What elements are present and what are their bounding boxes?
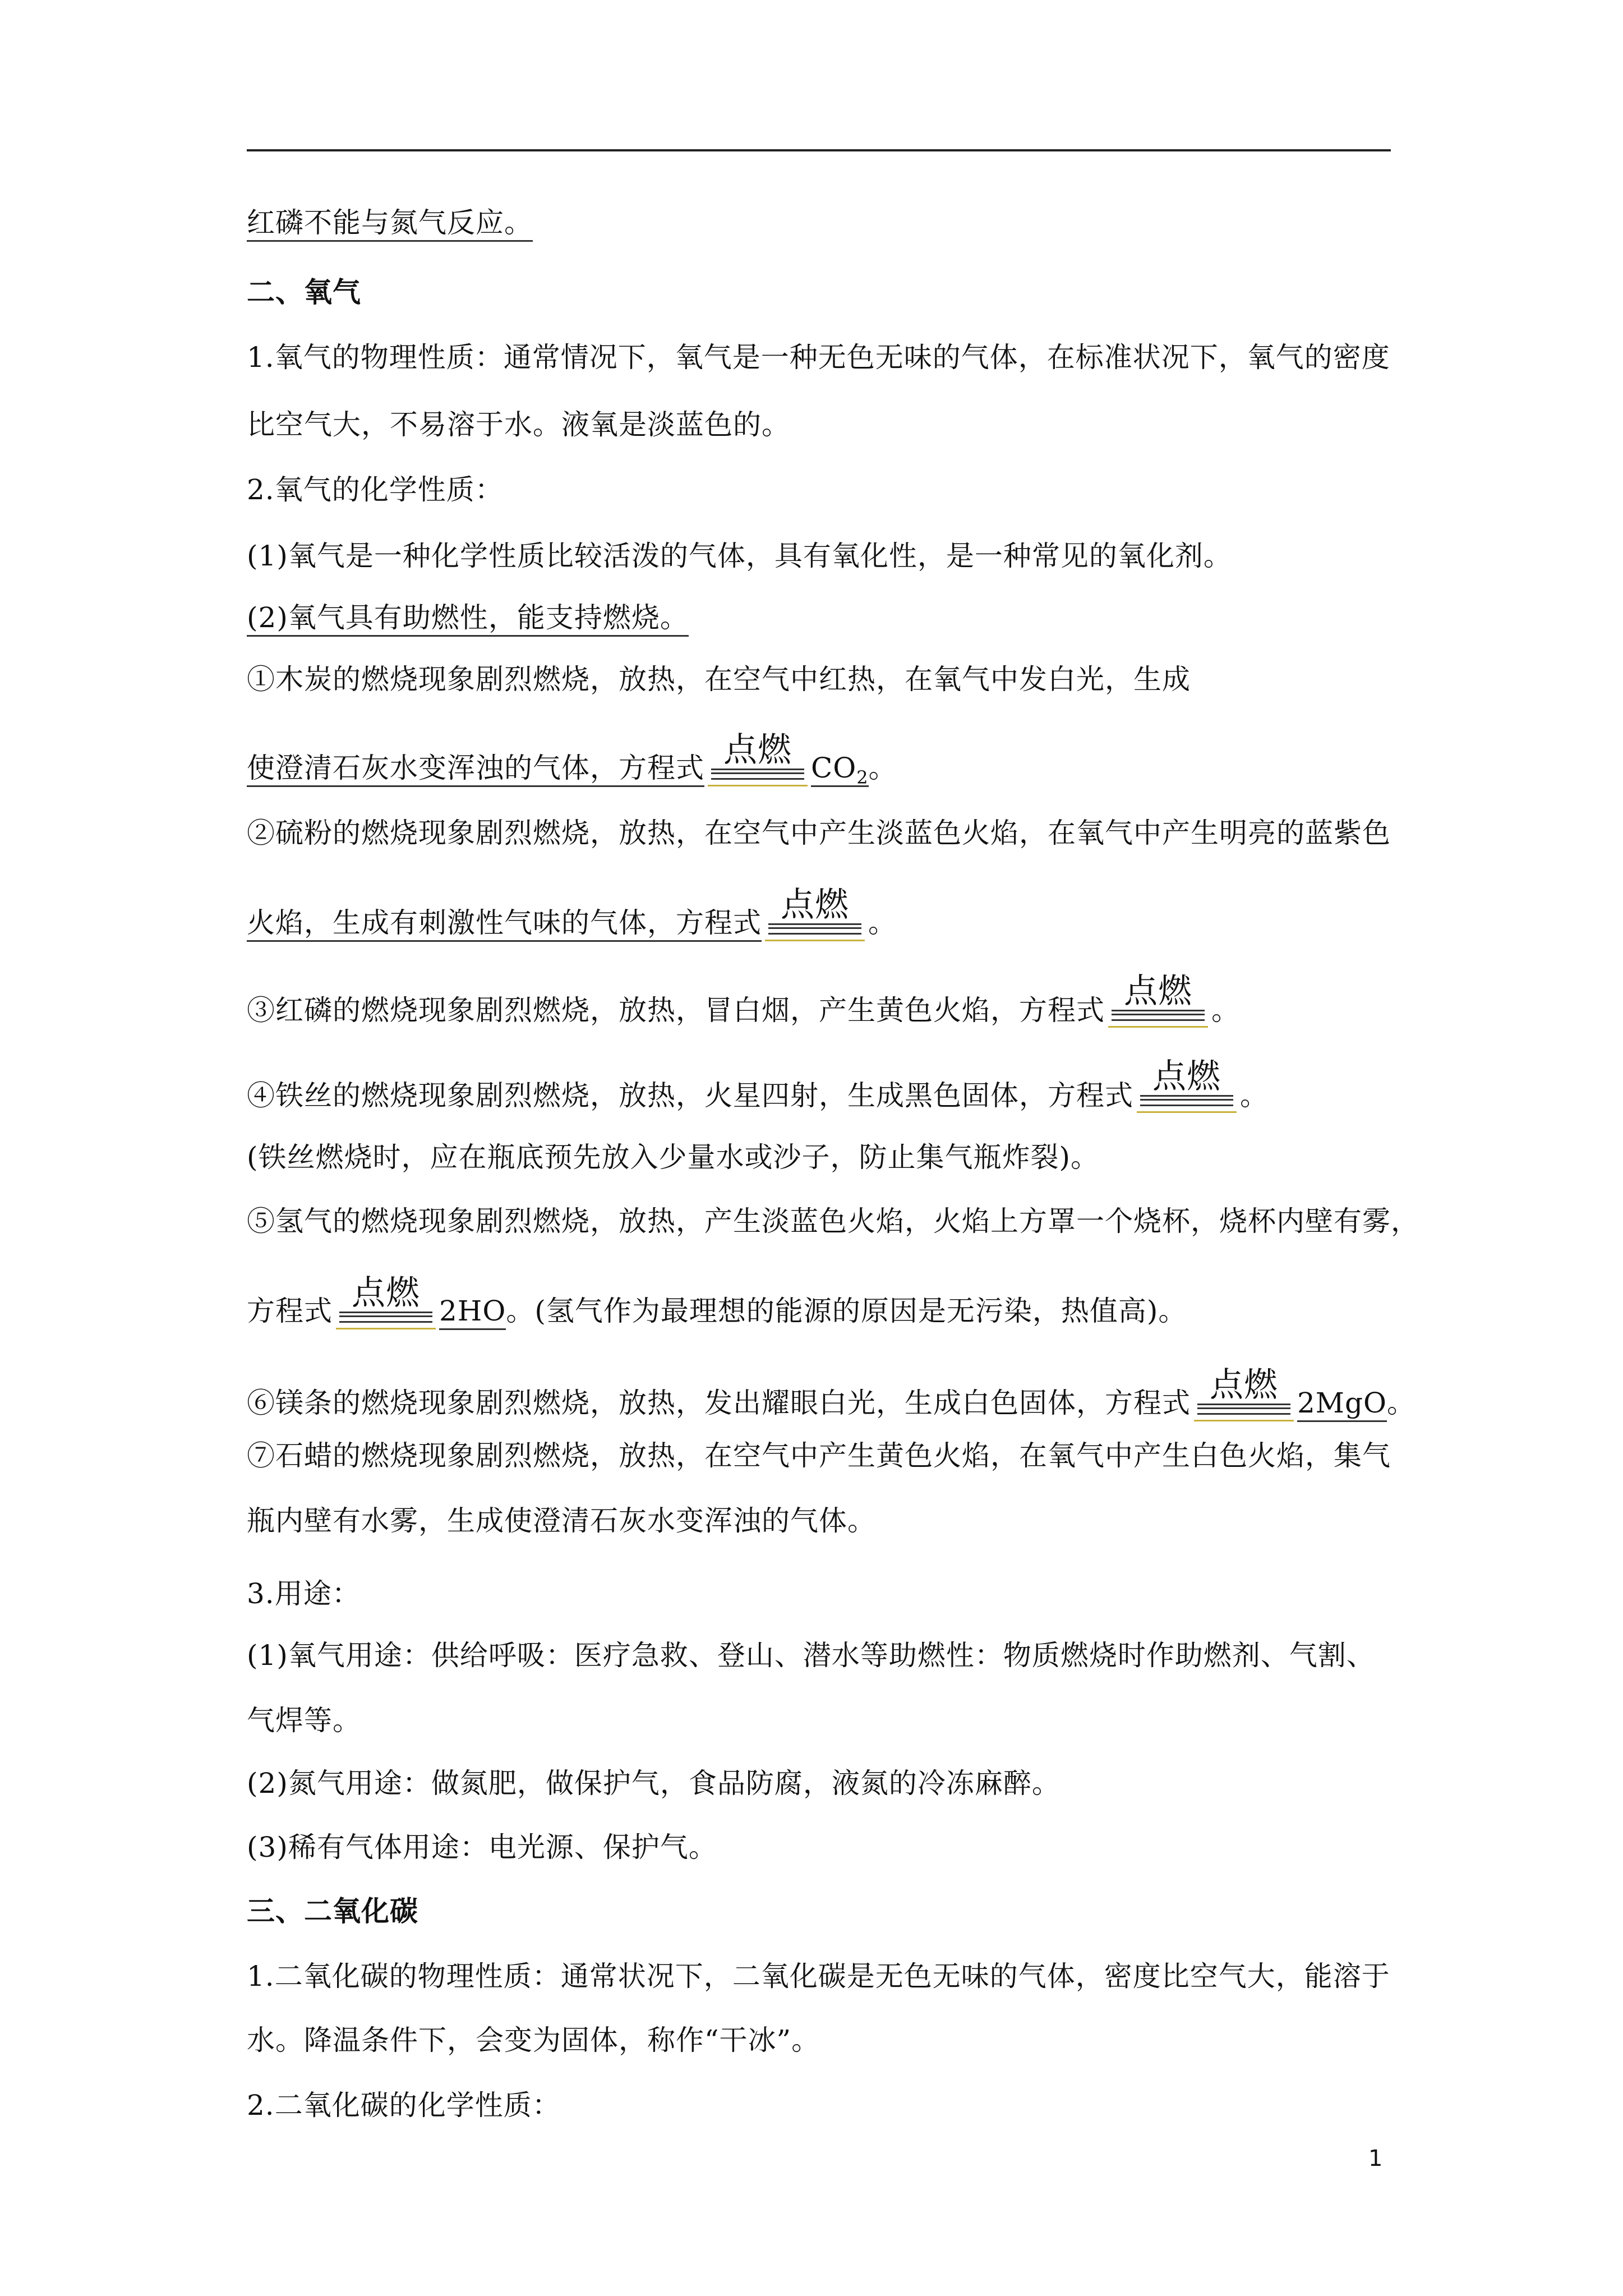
section-heading-oxygen: 二、氧气 <box>247 276 361 309</box>
reaction-condition: 点燃 <box>336 1295 436 1329</box>
text-line: 2.氧气的化学性质： <box>247 473 504 506</box>
text-line: 水。降温条件下，会变为固体，称作“干冰”。 <box>247 2024 820 2056</box>
text-line: (2)氧气具有助燃性，能支持燃烧。 <box>247 600 689 635</box>
reaction-condition: 点燃 <box>1137 1078 1237 1113</box>
text-line: ⑦石蜡的燃烧现象剧烈燃烧，放热，在空气中产生黄色火焰，在氧气中产生白色火焰，集气 <box>247 1439 1391 1472</box>
text-line: 比空气大，不易溶于水。液氧是淡蓝色的。 <box>247 408 790 441</box>
text-line: 红磷不能与氮气反应。 <box>247 205 533 240</box>
equation-line: 使澄清石灰水变浑浊的气体，方程式 点燃 $CO_2$。 <box>247 730 897 788</box>
page-number: 1 <box>1368 2146 1383 2171</box>
text-line: 2.二氧化碳的化学性质： <box>247 2089 561 2122</box>
reaction-condition: 点燃 <box>765 907 865 941</box>
text-line: ⑤氢气的燃烧现象剧烈燃烧，放热，产生淡蓝色火焰，火焰上方罩一个烧杯，烧杯内壁有雾， <box>247 1205 1419 1237</box>
reaction-condition: 点燃 <box>1108 993 1208 1028</box>
text-line: 3.用途： <box>247 1577 361 1610</box>
text-line: ①木炭的燃烧现象剧烈燃烧，放热，在空气中红热，在氧气中发白光，生成 <box>247 663 1191 696</box>
text-line: 1.二氧化碳的物理性质：通常状况下，二氧化碳是无色无味的气体，密度比空气大，能溶于 <box>247 1960 1390 1993</box>
text-line: (1)氧气用途：供给呼吸：医疗急救、登山、潜水等助燃性：物质燃烧时作助燃剂、气割、 <box>247 1639 1375 1672</box>
text-line: (铁丝燃烧时，应在瓶底预先放入少量水或沙子，防止集气瓶炸裂)。 <box>247 1141 1100 1174</box>
equation-line: 火焰，生成有刺激性气味的气体，方程式 点燃 。 <box>247 905 897 941</box>
equation-line: ⑥镁条的燃烧现象剧烈燃烧，放热，发出耀眼白光，生成白色固体，方程式 点燃 2MgO。 <box>247 1386 1415 1421</box>
equation-line: 方程式 点燃 2HO。(氢气作为最理想的能源的原因是无污染，热值高)。 <box>247 1294 1187 1329</box>
section-heading-co2: 三、二氧化碳 <box>247 1895 418 1927</box>
text-line: 气焊等。 <box>247 1704 361 1737</box>
reaction-condition: 点燃 <box>1194 1387 1294 1421</box>
header-rule <box>247 149 1391 151</box>
text-line: 瓶内壁有水雾，生成使澄清石灰水变浑浊的气体。 <box>247 1504 876 1537</box>
equation-line: ④铁丝的燃烧现象剧烈燃烧，放热，火星四射，生成黑色固体，方程式 点燃 。 <box>247 1057 1269 1112</box>
text-line: 1.氧气的物理性质：通常情况下，氧气是一种无色无味的气体，在标准状况下，氧气的密度 <box>247 341 1390 374</box>
equation-line: ③红磷的燃烧现象剧烈燃烧，放热，冒白烟，产生黄色火焰，方程式 点燃 。 <box>247 972 1240 1027</box>
text-line: (1)氧气是一种化学性质比较活泼的气体，具有氧化性，是一种常见的氧化剂。 <box>247 540 1232 572</box>
text-line: (2)氮气用途：做氮肥，做保护气，食品防腐，液氮的冷冻麻醉。 <box>247 1767 1061 1800</box>
text-line: ②硫粉的燃烧现象剧烈燃烧，放热，在空气中产生淡蓝色火焰，在氧气中产生明亮的蓝紫色 <box>247 817 1391 849</box>
text-line: (3)稀有气体用途：电光源、保护气。 <box>247 1831 717 1864</box>
reaction-condition: 点燃 <box>708 752 808 786</box>
